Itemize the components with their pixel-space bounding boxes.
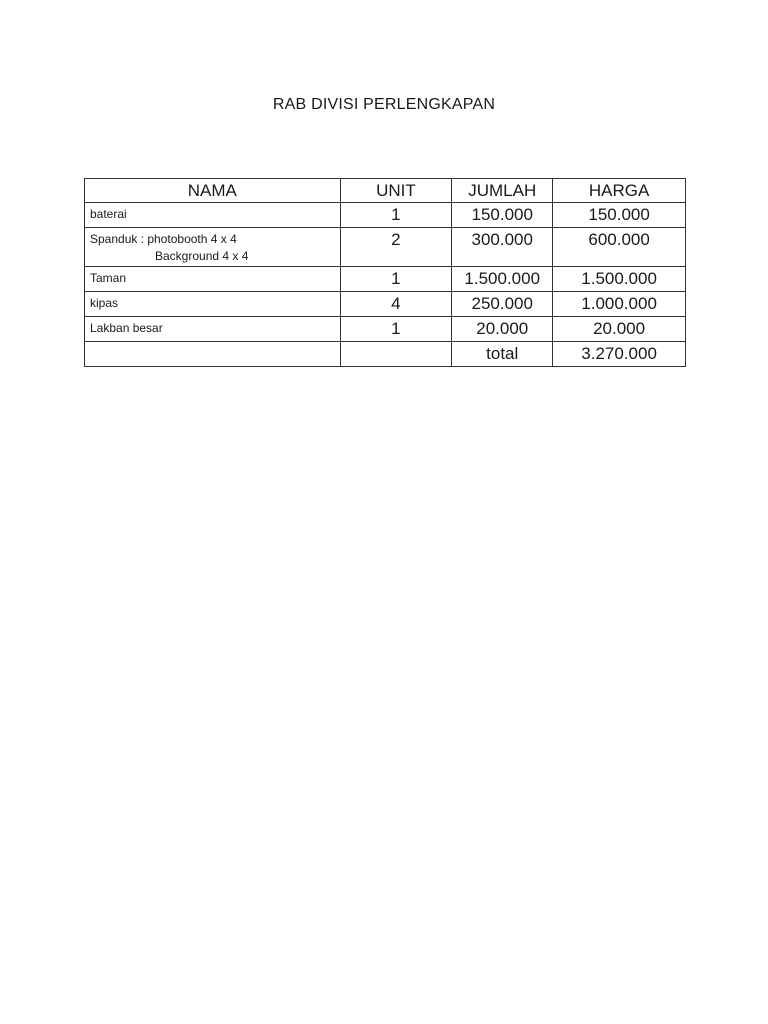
table-row: [85, 292, 686, 317]
cell-nama: kipas: [85, 292, 341, 317]
header-harga: HARGA: [553, 179, 686, 203]
table-header-row: [85, 179, 686, 203]
cell-nama: Taman: [85, 267, 341, 292]
cell-harga: 600.000: [553, 228, 686, 267]
cell-jumlah: 300.000: [452, 228, 553, 267]
cell-unit: 1: [340, 203, 452, 228]
cell-unit: 1: [340, 317, 452, 342]
table-row: [85, 317, 686, 342]
cell-nama-line1: Spanduk : photobooth 4 x 4: [90, 232, 237, 246]
cell-unit: 4: [340, 292, 452, 317]
document-title: RAB DIVISI PERLENGKAPAN: [272, 96, 496, 113]
total-row: [85, 342, 686, 367]
header-jumlah: JUMLAH: [452, 179, 553, 203]
cell-harga: 1.500.000: [553, 267, 686, 292]
total-label: total: [452, 342, 553, 367]
cell-jumlah: 250.000: [452, 292, 553, 317]
cell-harga: 20.000: [553, 317, 686, 342]
cell-nama: baterai: [85, 203, 341, 228]
cell-nama: Lakban besar: [85, 317, 341, 342]
total-value: 3.270.000: [553, 342, 686, 367]
header-nama: NAMA: [85, 179, 341, 203]
cell-unit: 1: [340, 267, 452, 292]
cell-empty: [85, 342, 341, 367]
cell-unit: 2: [340, 228, 452, 267]
cell-jumlah: 150.000: [452, 203, 553, 228]
cell-harga: 1.000.000: [553, 292, 686, 317]
cell-nama-line2: Background 4 x 4: [155, 249, 249, 263]
cell-empty: [340, 342, 452, 367]
cell-nama: [85, 228, 341, 267]
header-unit: UNIT: [340, 179, 452, 203]
budget-table: [84, 178, 686, 367]
cell-harga: 150.000: [553, 203, 686, 228]
table-row: [85, 203, 686, 228]
table-row: [85, 267, 686, 292]
cell-jumlah: 20.000: [452, 317, 553, 342]
table-row: [85, 228, 686, 267]
cell-jumlah: 1.500.000: [452, 267, 553, 292]
